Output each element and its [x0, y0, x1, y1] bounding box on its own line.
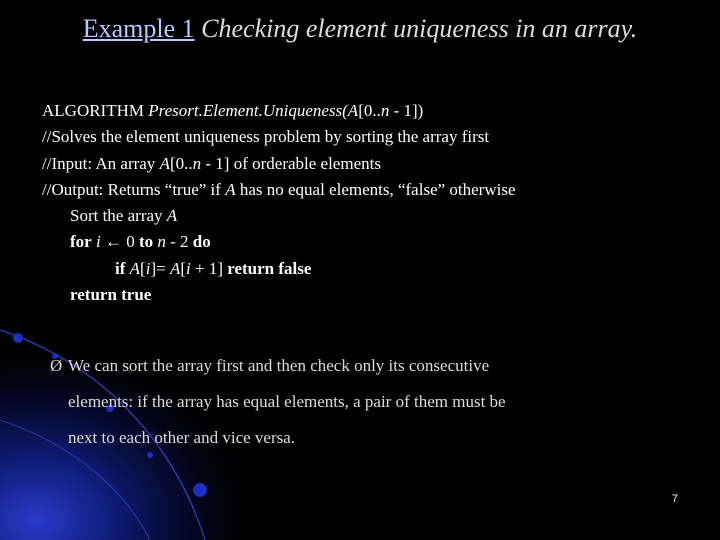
c2b: [0.. — [169, 153, 193, 173]
algorithm-block — [42, 98, 516, 308]
comment-line-3 — [42, 177, 516, 203]
c2A: A — [159, 153, 170, 173]
if-b3: [ — [180, 258, 186, 278]
if-i1: i — [145, 258, 151, 278]
sort-A: A — [166, 206, 178, 226]
example-label: Example 1 — [82, 14, 195, 43]
bullet-block — [50, 350, 506, 458]
if-A2: A — [169, 258, 181, 278]
return-true-line — [42, 282, 516, 308]
algorithm-keyword: ALGORITHM — [42, 101, 144, 120]
c2c: - 1] of orderable elements — [201, 153, 381, 173]
comment-line-2 — [42, 151, 516, 177]
for-do: do — [192, 232, 211, 252]
if-A1: A — [129, 258, 141, 278]
c3a: //Output: Returns “true” if — [42, 179, 226, 199]
c3A: A — [225, 179, 236, 199]
for-n: n — [157, 232, 166, 252]
c3b: has no equal elements, “false” otherwise — [235, 179, 516, 199]
for-i: i — [95, 232, 101, 252]
if-line — [42, 256, 516, 282]
bullet-line-2: elements: if the array has equal elements, a pair of them must be — [68, 392, 506, 411]
bullet-text-1: We can sort the array first and then check only its consecutive — [68, 356, 490, 375]
slide-title — [0, 14, 720, 44]
comment-line-1: //Solves the element uniqueness problem by sorting the array first — [42, 127, 490, 147]
algorithm-args: [0.. — [358, 101, 381, 120]
bullet-line-3: next to each other and vice versa. — [68, 428, 296, 447]
if-b4: + 1] — [190, 258, 228, 278]
if-b1: [ — [140, 258, 146, 278]
for-keyword: for — [70, 232, 92, 252]
if-i2: i — [186, 258, 191, 278]
left-arrow-icon: ← — [104, 232, 122, 252]
if-b2: ]= — [150, 258, 170, 278]
sort-text: Sort the array — [70, 206, 167, 226]
bullet-arrow-icon: Ø — [50, 356, 63, 375]
algorithm-header — [42, 98, 516, 124]
for-to: to — [138, 232, 154, 252]
title-text: Checking element uniqueness in an array. — [201, 14, 638, 43]
for-tail: - 2 — [165, 232, 193, 252]
c2n: n — [192, 153, 202, 173]
algorithm-n: n — [380, 101, 390, 120]
sort-line — [42, 203, 516, 229]
for-line — [42, 229, 516, 255]
return-false: return false — [227, 258, 312, 278]
algorithm-args-tail: - 1]) — [389, 101, 424, 120]
if-keyword: if — [115, 258, 126, 278]
c2a: //Input: An array — [42, 153, 160, 173]
algorithm-name: Presort.Element.Uniqueness(A — [148, 101, 359, 120]
page-number: 7 — [671, 493, 678, 505]
return-true: return true — [70, 285, 152, 305]
bullet-line-1 — [50, 350, 506, 386]
for-start: 0 — [121, 232, 139, 252]
